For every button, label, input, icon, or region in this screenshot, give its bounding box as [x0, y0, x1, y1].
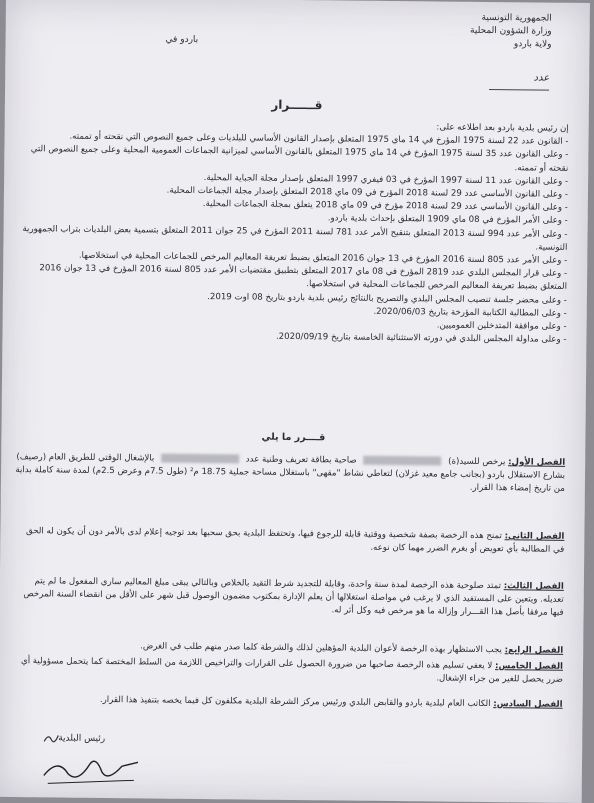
decision-heading: قــــرر ما يلي	[261, 431, 326, 444]
document-title: قــــــرار	[271, 97, 323, 113]
preamble-line: - وعلى القانون الأساسي عدد 29 لسنة 2018 مؤرخ في 09 ماي 2018 يتعلق بمجلة الجماعات المحلية.	[202, 199, 568, 214]
preamble-line: - وعلى موافقة المتدخلين العموميين.	[436, 320, 567, 332]
chapter-4	[13, 639, 563, 658]
preamble-line: إن رئيس بلدية باردو بعد اطلاعه على:	[436, 122, 569, 134]
chapter-1-text-c: بالإشغال الوقتي للطريق العام (رصيف) بشارع الاستقلال باردو (بجانب جامع معيد غزلان) لتعاطي نشاط "مقهى" باستغلال مساحة جملية 18.75 م² (طول 7.5م وعرض 2.5م) لمدة سنة كاملة بداية من تاريخ إمضاء هذا القرار.	[15, 452, 566, 494]
chapter-1	[15, 451, 565, 495]
chapter-1-text-b: صاحبة بطاقة تعريف وطنية عدد	[245, 454, 357, 466]
chapter-5	[13, 655, 563, 686]
preamble-line: - وعلى مداولة المجلس البلدي في دورته الاستثنائية الخامسة بتاريخ 2020/09/19.	[275, 332, 567, 346]
chapter-1-label: الفصل الأول:	[508, 457, 566, 468]
preamble-line: - وعلى محضر جلسة تنصيب المجلس البلدي والتصريح بالنتائج رئيس بلدية باردو بتاريخ 08 اوت 2019.	[207, 291, 567, 306]
chapter-2-label: الفصل الثاني:	[504, 531, 565, 542]
chapter-5-text: لا يعفي تسليم هذه الرخصة صاحبها من ضرورة الحصول على القرارات والتراخيص اللازمة من السلط المختصة كما يتحمل مسؤولية أي ضرر يحصل للغير من جراء الإشغال.	[20, 656, 563, 685]
chapter-1-text-a: يرخص للسيد(ة)	[448, 456, 506, 468]
letterhead-ministry: وزارة الشؤون المحلية	[469, 25, 552, 37]
redacted-id-number	[161, 454, 239, 464]
chapter-3-label: الفصل الثالث:	[503, 581, 564, 592]
chapter-3	[14, 575, 564, 619]
chapter-6-label: الفصل السادس:	[493, 699, 563, 710]
signature-label: رئيس البلدية	[58, 733, 106, 745]
chapter-2-text: تمنح هذه الرخصة بصفة شخصية ووقتية قابلة للرجوع فيها، وتحتفظ البلدية بحق سحبها بعد توجيه إعلام لدى بالأمر دون أن يكون له الحق في المطالبة بأي تعويض أو بغرم الضرر مهما كان نوعه.	[26, 526, 565, 555]
chapter-6-text: الكاتب العام لبلدية باردو والقابض البلدي ورئيس مركز الشرطة البلدية مكلفون كل فيما يخصه بتنفيذ هذا القرار.	[99, 694, 491, 710]
preamble-line: - وعلى الأمر المؤرخ في 08 ماي 1909 المتعلق بإحداث بلدية باردو.	[327, 213, 568, 227]
chapter-5-label: الفصل الخامس:	[494, 661, 564, 672]
chapter-2	[14, 525, 564, 556]
preamble-line: - وعلى الأمر عدد 994 لسنة 2013 المتعلق بتنقيح الأمر عدد 781 لسنة 2011 المؤرخ في 25 جوان 2011 المتعلق بتسمية بعض البلديات بتراب الجمهورية التونسية.	[22, 223, 568, 253]
letterhead-municipality: ولاية باردو	[513, 39, 552, 50]
chapter-6	[13, 693, 563, 712]
preamble-line: - وعلى القانون عدد 11 لسنة 1997 المؤرخ في 03 فيفري 1997 المتعلق بإصدار مجلة الجباية المحلية.	[203, 172, 569, 187]
preamble	[16, 117, 568, 347]
handwritten-mark-icon	[42, 731, 62, 745]
letterhead-country: الجمهورية التونسية	[481, 12, 552, 24]
preamble-line: - وعلى المطالبة الكتابية المؤرخة بتاريخ 2020/06/03.	[373, 306, 567, 319]
preamble-line: - القانون عدد 22 لسنة 1975 المؤرخ في 14 ماي 1975 المتعلق بإصدار القانون الأساسي للبلديات وعلى جميع النصوص التي نقحته أو تممته.	[69, 131, 569, 148]
reference-number: عدد	[489, 72, 549, 91]
redacted-name	[363, 456, 441, 466]
place-date-line: باردو في	[165, 34, 199, 45]
chapter-3-text: تمتد صلوحية هذه الرخصة لمدة سنة واحدة، وقابلة للتجديد شرط التقيد بالخلاص وبالتالي يبقى مبلغ المعاليم ساري المفعول ما لم يتم تعديله. ويتعين على المستفيد الذي لا يرغب في مواصلة استغلالها أن يعلم الإدارة بمكتوب مضمون الوصول قبل شهر على الأقل من انقضاء السنة المرخص فيها مرفقا بأصل هذا القـــرار وإزالة ما هو مرخص فيه وكل أثر له.	[23, 576, 564, 618]
signature-icon	[38, 753, 148, 788]
preamble-line: - وعلى القانون الأساسي عدد 29 لسنة 2018 المؤرخ في 09 ماي 2018 المتعلق بإصدار مجلة الجماعات المحلية.	[166, 185, 569, 200]
preamble-line: - وعلى الأمر عدد 805 لسنة 2016 المؤرخ في 13 جوان 2016 المتعلق بضبط تعريفة المعاليم المرخص للجماعات المحلية في استخلاصها.	[78, 250, 568, 266]
chapter-4-text: يجب الاستظهار بهذه الرخصة لأعوان البلدية المؤهلين لذلك والشرطة كلما صدر منهم طلب في الغرض.	[140, 641, 503, 656]
chapter-4-label: الفصل الرابع:	[504, 645, 564, 656]
preamble-line: - وعلى القانون عدد 35 لسنة 1975 المؤرخ في 14 ماي 1975 المتعلق بالقانون الأساسي لميزانية الجماعات العمومية المحلية وعلى جميع النصوص التي نقحته أو تممته.	[30, 144, 569, 174]
preamble-line: - وعلى قرار المجلس البلدي عدد 2819 المؤرخ في 08 ماي 2017 المتعلق بتطبيق مقتضيات الأمر عدد 805 لسنة 2016 المؤرخ في 13 جوان 2016 المتعلق بضبط تعريفة المعاليم المرخص للجماعات المحلية في استخلاصها.	[39, 263, 568, 293]
letterhead	[411, 11, 551, 51]
